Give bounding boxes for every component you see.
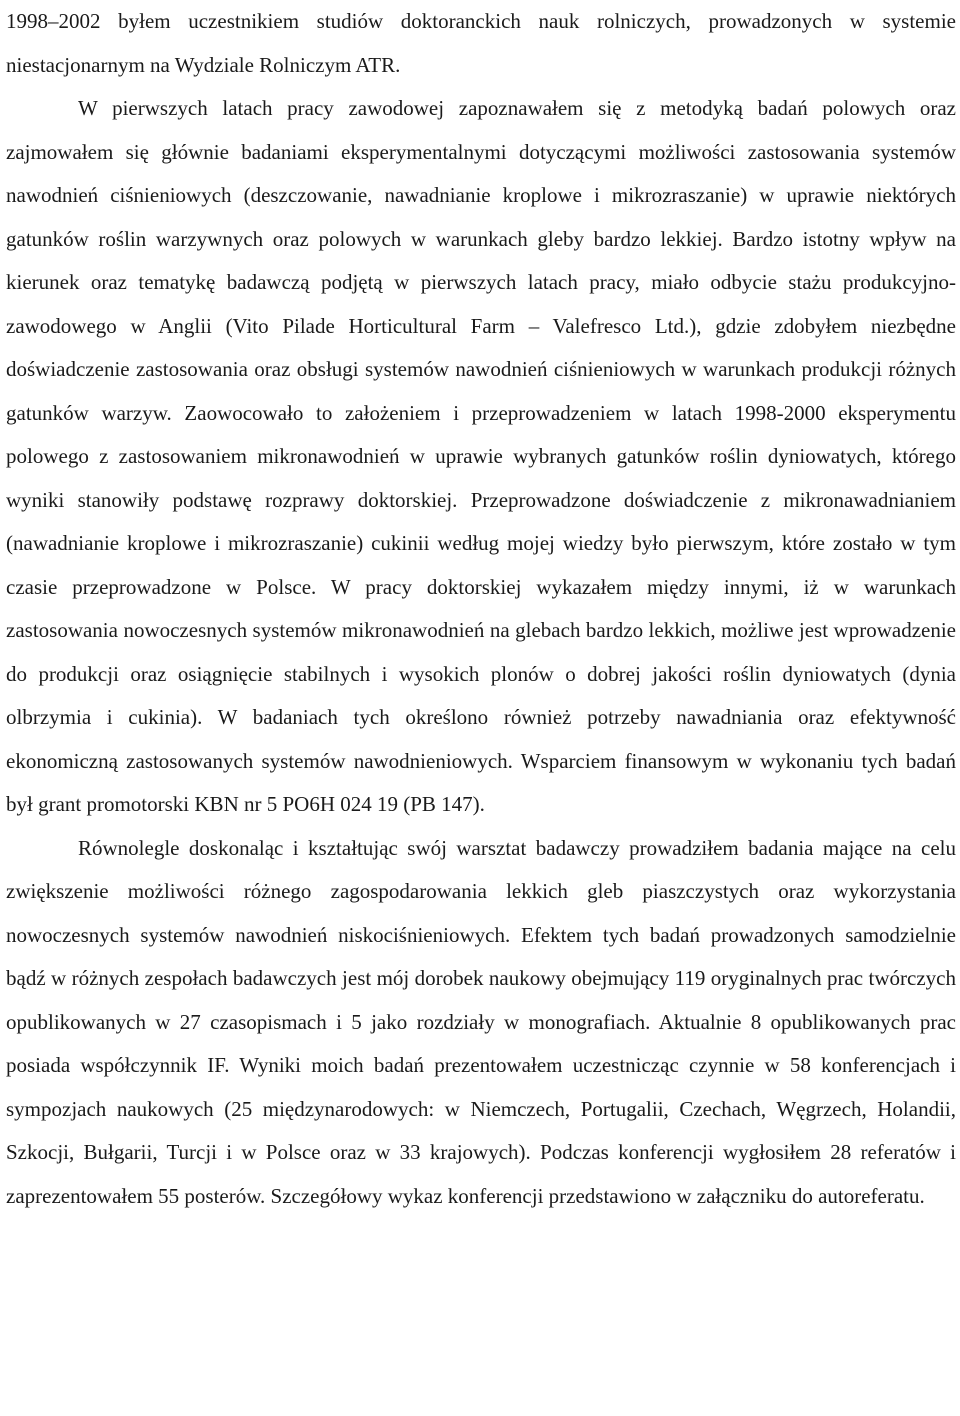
paragraph-publications-conferences: Równolegle doskonaląc i kształtując swój warsztat badawczy prowadziłem badania mające na celu zwiększenie możliwości różnego zagospodarowania lekkich gleb piaszczystych oraz wykorzystania nowoczesnych systemów nawodnień niskociśnieniowych. Efektem tych badań prowadzonych samodzielnie bądź w różnych zespołach badawczych jest mój dorobek naukowy obejmujący 119 oryginalnych prac twórczych opublikowanych w 27 czasopismach i 5 jako rozdziały w monografiach. Aktualnie 8 opublikowanych prac posiada współczynnik IF. Wyniki moich badań prezentowałem uczestnicząc czynnie w 58 konferencjach i sympozjach naukowych (25 międzynarodowych: w Niemczech, Portugalii, Czechach, Węgrzech, Holandii, Szkocji, Bułgarii, Turcji i w Polsce oraz w 33 krajowych). Podczas konferencji wygłosiłem 28 referatów i zaprezentowałem 55 posterów. Szczegółowy wykaz konferencji przedstawiono w załączniku do autoreferatu. [6, 835, 956, 1208]
paragraph-early-research: W pierwszych latach pracy zawodowej zapoznawałem się z metodyką badań polowych oraz zajmowałem się głównie badaniami eksperymentalnymi dotyczącymi możliwości zastosowania systemów nawodnień ciśnieniowych (deszczowanie, nawadnianie kroplowe i mikrozraszanie) w uprawie niektórych gatunków roślin warzywnych oraz polowych w warunkach gleby bardzo lekkiej. Bardzo istotny wpływ na kierunek oraz tematykę badawczą podjętą w pierwszych latach pracy, miało odbycie stażu produkcyjno-zawodowego w Anglii (Vito Pilade Horticultural Farm – Valefresco Ltd.), gdzie zdobyłem niezbędne doświadczenie zastosowania oraz obsługi systemów nawodnień ciśnieniowych w warunkach produkcji różnych gatunków warzyw. Zaowocowało to założeniem i przeprowadzeniem w latach 1998-2000 eksperymentu polowego z zastosowaniem mikronawodnień w uprawie wybranych gatunków roślin dyniowatych, którego wyniki stanowiły podstawę rozprawy doktorskiej. Przeprowadzone doświadczenie z mikronawadnianiem (nawadnianie kroplowe i mikrozraszanie) cukinii według mojej wiedzy było pierwszym, które zostało w tym czasie przeprowadzone w Polsce. W pracy doktorskiej wykazałem między innymi, iż w warunkach zastosowania nowoczesnych systemów mikronawodnień na glebach bardzo lekkich, możliwe jest wprowadzenie do produkcji oraz osiągnięcie stabilnych i wysokich plonów o dobrej jakości roślin dyniowatych (dynia olbrzymia i cukinia). W badaniach tych określono również potrzeby nawadniania oraz efektywność ekonomiczną zastosowanych systemów nawodnieniowych. Wsparciem finansowym w wykonaniu tych badań był grant promotorski KBN nr 5 PO6H 024 19 (PB 147). [6, 96, 956, 816]
paragraph-phd-studies: 1998–2002 byłem uczestnikiem studiów doktoranckich nauk rolniczych, prowadzonych w systemie niestacjonarnym na Wydziale Rolniczym ATR. [6, 9, 956, 77]
